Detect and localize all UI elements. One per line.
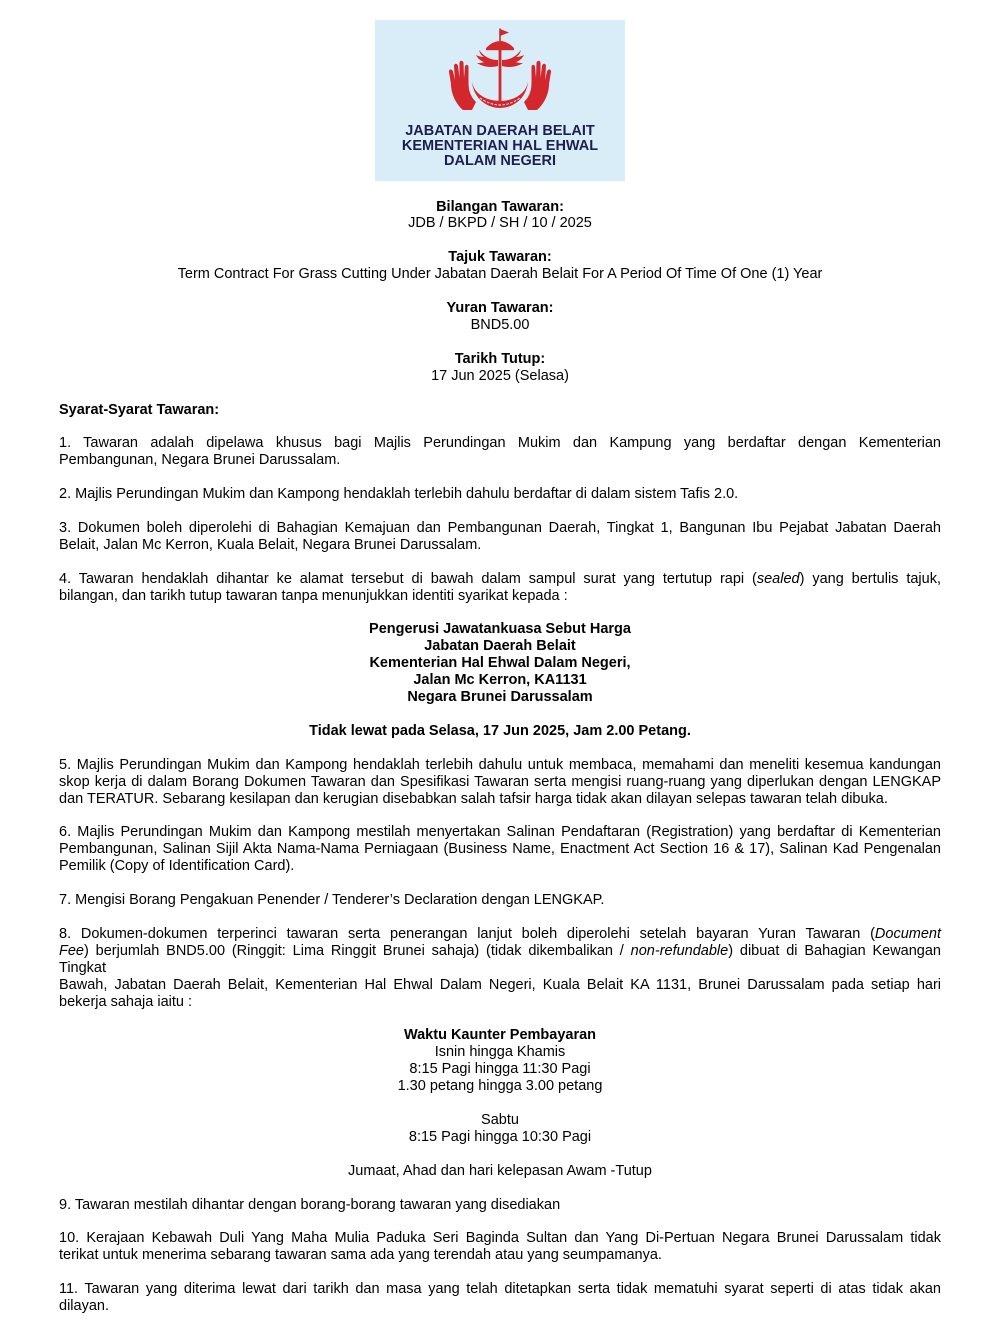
staff — [499, 49, 502, 101]
brunei-crest-icon — [447, 28, 553, 116]
left-hand — [449, 61, 476, 110]
parasol — [486, 41, 514, 48]
text-segment: ) yang bertulis tajuk, — [799, 570, 941, 587]
logo-text — [375, 124, 625, 169]
tender-title: Term Contract For Grass Cutting Under Jabatan Daerah Belait For A Period Of Time Of One (1) Year — [177, 266, 823, 283]
condition-item-2-line: 2. Majlis Perundingan Mukim dan Kampong hendaklah terlebih dahulu berdaftar di dalam sistem Tafis 2.0. — [59, 486, 739, 503]
condition-item-10-line: terikat untuk menerima sebarang tawaran sama ada yang terendah atau yang seumpamanya. — [59, 1247, 662, 1264]
crest-group — [449, 29, 551, 111]
italic-term-sealed: sealed — [756, 570, 800, 587]
condition-item-7 — [59, 892, 941, 909]
condition-item-6 — [59, 824, 941, 875]
weekday-label: Isnin hingga Khamis — [434, 1044, 566, 1061]
condition-item-5 — [59, 757, 941, 808]
condition-item-3 — [59, 520, 941, 554]
condition-item-11 — [59, 1281, 941, 1315]
closing-date-block — [59, 351, 941, 385]
condition-item-8-line: bekerja sahaja iaitu : — [59, 993, 192, 1010]
tender-number-label: Bilangan Tawaran: — [436, 198, 564, 215]
italic-term-document: Document — [874, 925, 941, 942]
saturday-hours: 8:15 Pagi hingga 10:30 Pagi — [408, 1128, 592, 1145]
tender-title-block — [59, 249, 941, 283]
condition-item-2 — [59, 486, 941, 503]
address-line: Jalan Mc Kerron, KA1131 — [413, 672, 587, 689]
condition-item-9-line: 9. Tawaran mestilah dihantar dengan borang-borang tawaran yang disediakan — [59, 1196, 561, 1213]
address-line: Pengerusi Jawatankuasa Sebut Harga — [369, 621, 631, 638]
condition-item-5-line: 5. Majlis Perundingan Mukim dan Kampong hendaklah terlebih dahulu untuk membaca, memahami dan meneliti kesemua kandungan — [59, 756, 941, 773]
payment-counter-saturday — [59, 1112, 941, 1146]
closing-date: 17 Jun 2025 (Selasa) — [431, 367, 569, 384]
tender-number-block — [59, 199, 941, 233]
condition-item-5-line: skop kerja di dalam Borang Dokumen Tawaran dan Spesifikasi Tawaran serta mengisi ruang-ruang yang diperlukan dengan LENGKAP — [59, 773, 941, 790]
tender-number: JDB / BKPD / SH / 10 / 2025 — [408, 215, 592, 232]
weekday-afternoon-hours: 1.30 petang hingga 3.00 petang — [397, 1078, 603, 1095]
address-line: Negara Brunei Darussalam — [407, 689, 593, 706]
condition-item-9 — [59, 1197, 941, 1214]
condition-item-4-line — [59, 571, 941, 588]
condition-item-6-line: Pemilik (Copy of Identification Card). — [59, 858, 295, 875]
text-segment: ) dibuat di Bahagian Kewangan Tingkat — [59, 942, 942, 976]
delivery-address — [59, 621, 941, 706]
conditions-heading: Syarat-Syarat Tawaran: — [59, 401, 220, 418]
tender-notice — [59, 199, 941, 1332]
condition-item-7-line: 7. Mengisi Borang Pengakuan Penender / Tenderer’s Declaration dengan LENGKAP. — [59, 892, 605, 909]
condition-item-10-line: 10. Kerajaan Kebawah Duli Yang Maha Mulia Paduka Seri Baginda Sultan dan Yang Di-Pertuan Negara Brunei Darussalam tidak — [59, 1230, 941, 1247]
condition-item-1-line: Pembangunan, Negara Brunei Darussalam. — [59, 452, 341, 469]
text-segment: 4. Tawaran hendaklah dihantar ke alamat tersebut di bawah dalam sampul surat yang tertutup rapi ( — [59, 570, 757, 587]
italic-term-non-refundable: non-refundable — [630, 942, 729, 959]
condition-item-3-line: 3. Dokumen boleh diperolehi di Bahagian Kemajuan dan Pembangunan Daerah, Tingkat 1, Bangunan Ibu Pejabat Jabatan Daerah — [59, 519, 941, 536]
submission-deadline: Tidak lewat pada Selasa, 17 Jun 2025, Jam 2.00 Petang. — [309, 722, 691, 739]
logo-line-department: JABATAN DAERAH BELAIT — [405, 123, 595, 139]
condition-item-8 — [59, 926, 941, 1011]
tender-fee-block — [59, 300, 941, 334]
condition-item-8-line — [59, 943, 941, 977]
condition-item-11-line: dilayan. — [59, 1298, 109, 1315]
condition-item-1 — [59, 435, 941, 469]
saturday-label: Sabtu — [481, 1112, 519, 1129]
condition-item-1-line: 1. Tawaran adalah dipelawa khusus bagi Majlis Perundingan Mukim dan Kampung yang berdaftar dengan Kementerian — [59, 435, 941, 452]
condition-item-4 — [59, 571, 941, 605]
logo-line-ministry: KEMENTERIAN HAL EHWAL — [401, 138, 599, 154]
tender-fee-label: Yuran Tawaran: — [446, 300, 554, 316]
payment-counter-heading: Waktu Kaunter Pembayaran — [403, 1027, 597, 1044]
department-logo — [375, 20, 625, 181]
right-wing — [502, 50, 524, 67]
left-wing — [476, 50, 498, 67]
tender-title-label: Tajuk Tawaran: — [448, 249, 552, 266]
payment-counter-weekday — [59, 1027, 941, 1095]
right-hand — [524, 61, 551, 110]
condition-item-10 — [59, 1230, 941, 1264]
italic-term-fee: Fee — [59, 942, 84, 959]
tender-fee: BND5.00 — [470, 316, 530, 333]
condition-item-8-line: Bawah, Jabatan Daerah Belait, Kementerian Hal Ehwal Dalam Negeri, Kuala Belait KA 1131, Brunei Darussalam pada setiap hari — [59, 976, 941, 993]
condition-item-8-line — [59, 926, 941, 943]
logo-line-ministry-2: DALAM NEGERI — [444, 153, 556, 169]
closing-date-label: Tarikh Tutup: — [454, 350, 546, 367]
condition-item-4-line: bilangan, dan tarikh tutup tawaran tanpa menunjukkan identiti syarikat kepada : — [59, 587, 568, 604]
condition-item-3-line: Belait, Jalan Mc Kerron, Kuala Belait, Negara Brunei Darussalam. — [59, 536, 482, 553]
text-segment: 8. Dokumen-dokumen terperinci tawaran serta penerangan lanjut boleh diperolehi setelah bayaran Yuran Tawaran ( — [59, 925, 875, 942]
text-segment: ) berjumlah BND5.00 (Ringgit: Lima Ringgit Brunei sahaja) (tidak dikembalikan / — [84, 942, 631, 959]
weekday-morning-hours: 8:15 Pagi hingga 11:30 Pagi — [409, 1061, 591, 1078]
flag — [500, 29, 509, 36]
address-line: Kementerian Hal Ehwal Dalam Negeri, — [369, 655, 631, 672]
condition-item-11-line: 11. Tawaran yang diterima lewat dari tarikh dan masa yang telah ditetapkan serta tidak mematuhi syarat seperti di atas tidak akan — [59, 1281, 941, 1298]
address-line: Jabatan Daerah Belait — [424, 638, 576, 655]
condition-item-6-line: 6. Majlis Perundingan Mukim dan Kampong mestilah menyertakan Salinan Pendaftaran (Registration) yang berdaftar di Kementerian — [59, 824, 941, 841]
condition-item-6-line: Pembangunan, Salinan Sijil Akta Nama-Nama Perniagaan (Business Name, Enactment Act Section 16 & 17), Salinan Kad Pengenalan — [59, 841, 941, 858]
condition-item-5-line: dan TERATUR. Sebarang kesilapan dan kerugian disebabkan salah tafsir harga tidak akan dilayan selepas tawaran telah dibuka. — [59, 790, 888, 807]
payment-counter-closed: Jumaat, Ahad dan hari kelepasan Awam -Tutup — [348, 1162, 652, 1179]
